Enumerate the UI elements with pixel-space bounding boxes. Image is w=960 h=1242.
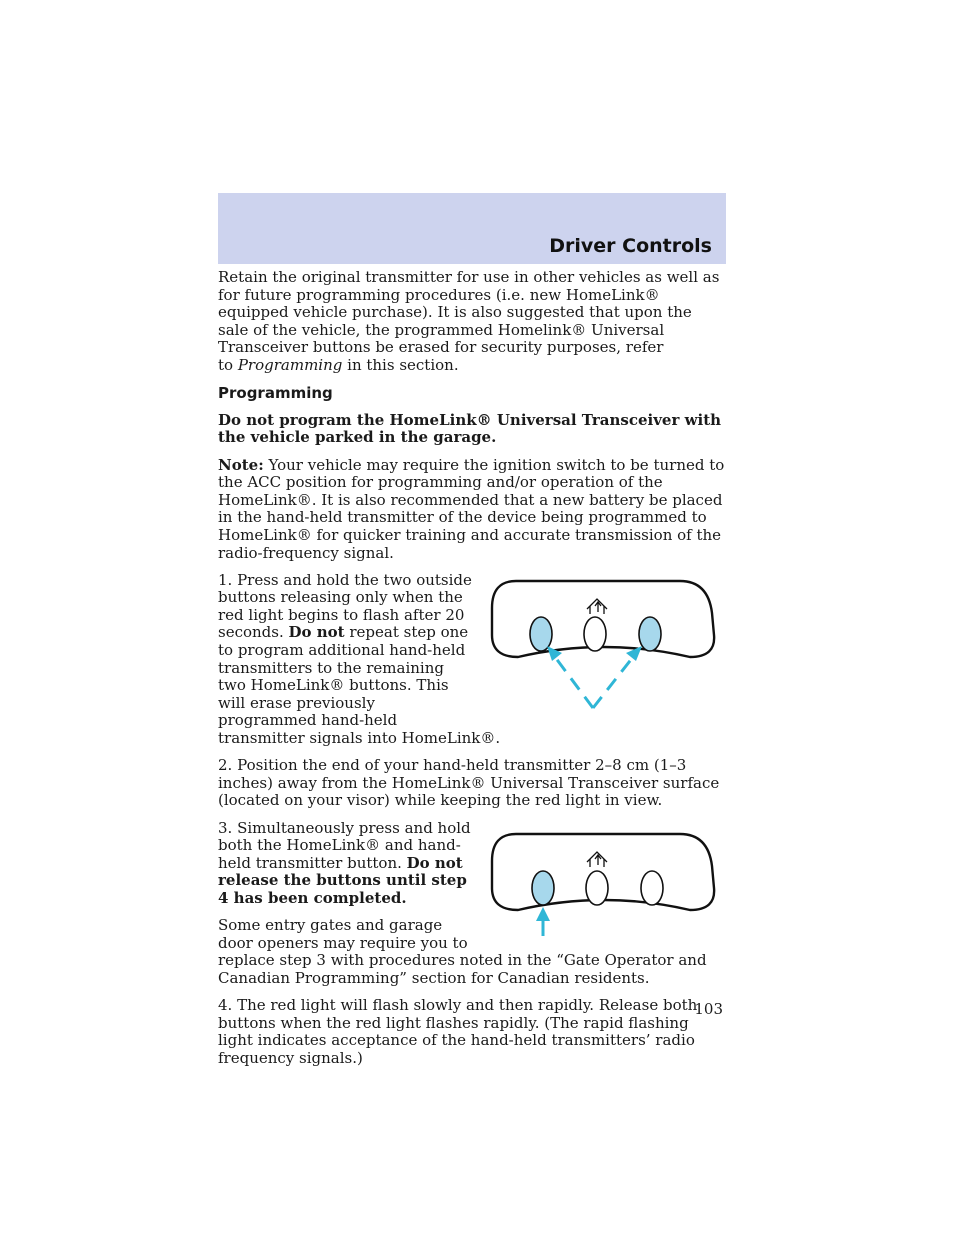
right-button [641,871,663,905]
section-header-band [218,193,726,264]
outside-button-left [530,617,552,651]
step-1: 1. Press and hold the two outside buttons releasing only when the red light begins to flash after 20 seconds. Do not repeat step one to program additional hand-held transmitters to the remaining two HomeLink® buttons. This will erase previously programmed hand-held transmitter signals into HomeLink®. [218,570,501,748]
arrowhead-up [536,907,550,921]
gates-paragraph: Some entry gates and garage door openers may require you to replace step 3 with procedures noted in the “Gate Operator and Canadian Programming” section for Canadian residents. [218,916,707,987]
programming-heading: Programming [218,384,333,403]
section-title: Driver Controls [549,235,712,257]
dashed-arrows [555,657,633,708]
note-paragraph: Note: Your vehicle may require the ignition switch to be turned to the ACC position for programming and/or operation of the HomeLink®. It is also recommended that a new battery be placed in the hand-held transmitter of the device being programmed to HomeLink® for quicker training and accurate transmission of the radio-frequency signal. [218,455,725,562]
middle-button [586,871,608,905]
retain-paragraph: Retain the original transmitter for use in other vehicles as well as for future programming procedures (i.e. new HomeLink® equipped vehicle purchase). It is also suggested that upon the sale of the vehicle, the programmed Homelink® Universal Transceiver buttons be erased for security purposes, refer to Programming in this section. [218,268,720,374]
single-button-figure [484,828,726,938]
middle-button [584,617,606,651]
note-label: Note: [218,455,264,474]
outside-buttons-figure [484,575,726,715]
step-4: 4. The red light will flash slowly and then rapidly. Release both buttons when the red light flashes rapidly. (The rapid flashing light indicates acceptance of the hand-held transmitters’ radio frequency signals.) [218,996,698,1067]
warning-paragraph: Do not program the HomeLink® Universal Transceiver with the vehicle parked in the garage. [218,410,722,447]
step-3: 3. Simultaneously press and hold both the HomeLink® and hand-held transmitter button. Do not release the buttons until step 4 has been completed. [218,818,471,907]
page-content [218,269,726,1077]
step-2: 2. Position the end of your hand-held transmitter 2–8 cm (1–3 inches) away from the HomeLink® Universal Transceiver surface (located on your visor) while keeping the red light in view. [218,756,720,810]
arrowhead-left [547,646,562,661]
homelink-button-left [532,871,554,905]
house-arrow-icon [587,852,607,867]
house-arrow-icon [587,599,607,614]
page-number: 103 [694,1000,723,1018]
programming-reference: Programming [237,355,343,374]
outside-button-right [639,617,661,651]
